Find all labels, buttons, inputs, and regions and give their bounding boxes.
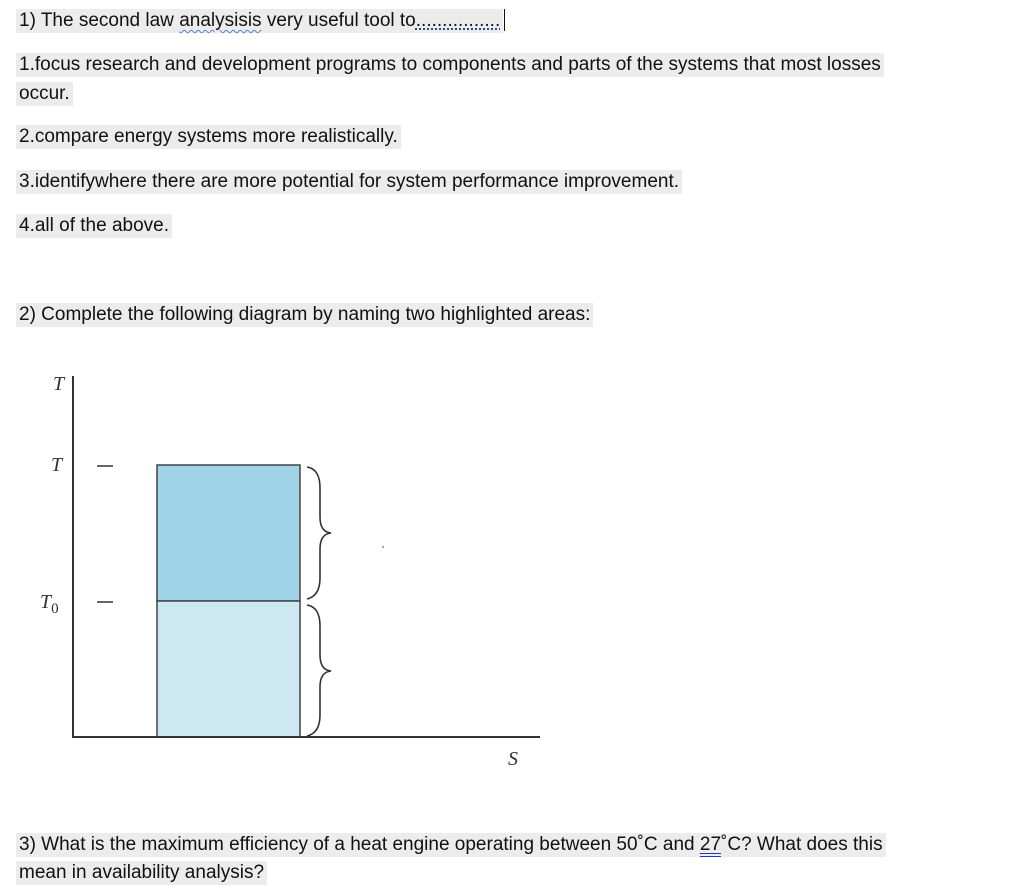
scan-dot (382, 546, 384, 548)
q1-option-1-line1: 1.focus research and development programs to components and parts of the systems that most losses (16, 53, 884, 77)
lower-highlighted-area (157, 601, 300, 737)
q1-prefix: 1) The second law (19, 10, 180, 31)
question-3-line1: 3) What is the maximum efficiency of a heat engine operating between 50˚C and 27˚C? What does this (16, 833, 886, 857)
q1-blank: ................ (415, 10, 501, 31)
upper-highlighted-area (157, 465, 300, 601)
y-axis-label: T (53, 373, 65, 395)
q1-option-1-line2: occur. (16, 82, 73, 106)
upper-temp-label: T (51, 454, 63, 476)
lower-temp-label: $T_0$ (40, 591, 59, 617)
x-axis-label: S (508, 748, 518, 770)
question-1-text (16, 9, 505, 33)
question-2-text: 2) Complete the following diagram by naming two highlighted areas: (16, 303, 593, 327)
question-3-line2: mean in availability analysis? (16, 861, 267, 885)
q1-option-3: 3.identifywhere there are more potential for system performance improvement. (16, 170, 682, 194)
text-cursor (504, 9, 505, 31)
q1-misspelled-word: analysisis (179, 10, 262, 31)
q1-option-4: 4.all of the above. (16, 214, 172, 238)
ts-diagram (0, 360, 560, 780)
q1-suffix: very useful tool to (261, 10, 416, 31)
q3-temp-2: 27 (699, 834, 722, 855)
upper-area-brace (307, 467, 331, 599)
lower-area-brace (307, 605, 331, 736)
q1-option-2: 2.compare energy systems more realistically. (16, 125, 401, 149)
